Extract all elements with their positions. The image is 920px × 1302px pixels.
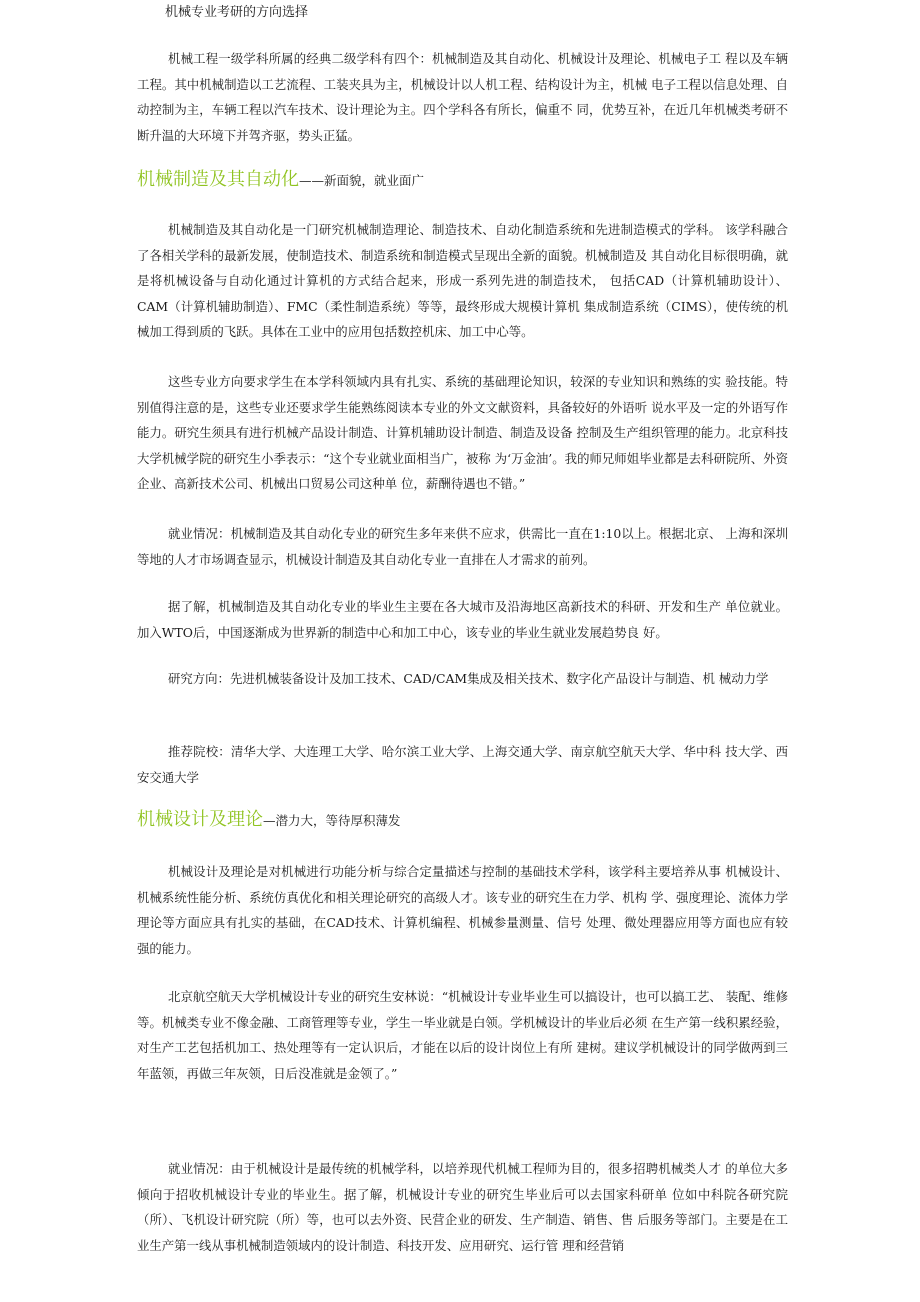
paragraph: 就业情况：机械制造及其自动化专业的研究生多年来供不应求，供需比一直在1:10以上。根据北京、 上海和深圳等地的人才市场调查显示，机械设计制造及其自动化专业一直排在人才需求的前列。 [137,526,788,567]
paragraph: 研究方向：先进机械装备设计及加工技术、CAD/CAM集成及相关技术、数字化产品设计与制造、机 械动力学 [168,671,769,686]
paragraph: 推荐院校：清华大学、大连理工大学、哈尔滨工业大学、上海交通大学、南京航空航天大学、华中科 技大学、西安交通大学 [137,744,788,785]
paragraph: 据了解，机械制造及其自动化专业的毕业生主要在各大城市及沿海地区高新技术的科研、开发和生产 单位就业。加入WTO后，中国逐渐成为世界新的制造中心和加工中心，该专业的毕业生就业发展趋势良 好。 [137,599,788,640]
section-heading-manufacturing [137,167,788,194]
paragraph: 北京航空航天大学机械设计专业的研究生安林说：“机械设计专业毕业生可以搞设计，也可以搞工艺、 装配、维修等。机械类专业不像金融、工商管理等专业，学生一毕业就是白领。学机械设计的毕业后必须 在生产第一线积累经验，对生产工艺包括机加工、热处理等有一定认识后，才能在以后的设计岗位上有所 建树。建议学机械设计的同学做两到三年蓝领，再做三年灰领，日后没准就是金领了。” [137,989,788,1081]
paragraph: 就业情况：由于机械设计是最传统的机械学科，以培养现代机械工程师为目的，很多招聘机械类人才 的单位大多倾向于招收机械设计专业的毕业生。据了解，机械设计专业的研究生毕业后可以去国家科研单 位如中科院各研究院（所）、飞机设计研究院（所）等，也可以去外资、民营企业的研发、生产制造、销售、售 后服务等部门。主要是在工业生产第一线从事机械制造领域内的设计制造、科技开发、应用研究、运行管 理和经营销 [137,1161,788,1253]
section-subtitle: ——新面貌，就业面广 [299,173,425,188]
document-title: 机械专业考研的方向选择 [165,5,309,20]
intro-paragraph: 机械工程一级学科所属的经典二级学科有四个：机械制造及其自动化、机械设计及理论、机械电子工 程以及车辆工程。其中机械制造以工艺流程、工装夹具为主，机械设计以人机工程、结构设计为主，机械 电子工程以信息处理、自动控制为主，车辆工程以汽车技术、设计理论为主。四个学科各有所长，偏重不 同，优势互补，在近几年机械类考研不断升温的大环境下并驾齐驱，势头正猛。 [137,51,788,143]
paragraph: 机械制造及其自动化是一门研究机械制造理论、制造技术、自动化制造系统和先进制造模式的学科。 该学科融合了各相关学科的最新发展，使制造技术、制造系统和制造模式呈现出全新的面貌。机械制造及 其自动化目标很明确，就是将机械设备与自动化通过计算机的方式结合起来，形成一系列先进的制造技术， 包括CAD（计算机辅助设计）、CAM（计算机辅助制造）、FMC（柔性制造系统）等等，最终形成大规模计算机 集成制造系统（CIMS），使传统的机械加工得到质的飞跃。具体在工业中的应用包括数控机床、加工中心等。 [137,222,788,340]
section-title: 机械设计及理论 [137,809,263,830]
section-title: 机械制造及其自动化 [137,169,299,190]
section-heading-design [137,807,788,834]
section-subtitle: —潜力大，等待厚积薄发 [263,813,401,828]
paragraph: 机械设计及理论是对机械进行功能分析与综合定量描述与控制的基础技术学科，该学科主要培养从事 机械设计、机械系统性能分析、系统仿真优化和相关理论研究的高级人才。该专业的研究生在力学、机构 学、强度理论、流体力学理论等方面应具有扎实的基础，在CAD技术、计算机编程、机械参量测量、信号 处理、微处理器应用等方面也应有较强的能力。 [137,864,788,956]
paragraph: 这些专业方向要求学生在本学科领域内具有扎实、系统的基础理论知识，较深的专业知识和熟练的实 验技能。特别值得注意的是，这些专业还要求学生能熟练阅读本专业的外文文献资料，具备较好的外语听 说水平及一定的外语写作能力。研究生须具有进行机械产品设计制造、计算机辅助设计制造、制造及设备 控制及生产组织管理的能力。北京科技大学机械学院的研究生小季表示：“这个专业就业面相当广，被称 为‘万金油’。我的师兄师姐毕业都是去科研院所、外资企业、高新技术公司、机械出口贸易公司这种单 位，薪酬待遇也不错。” [137,374,788,492]
